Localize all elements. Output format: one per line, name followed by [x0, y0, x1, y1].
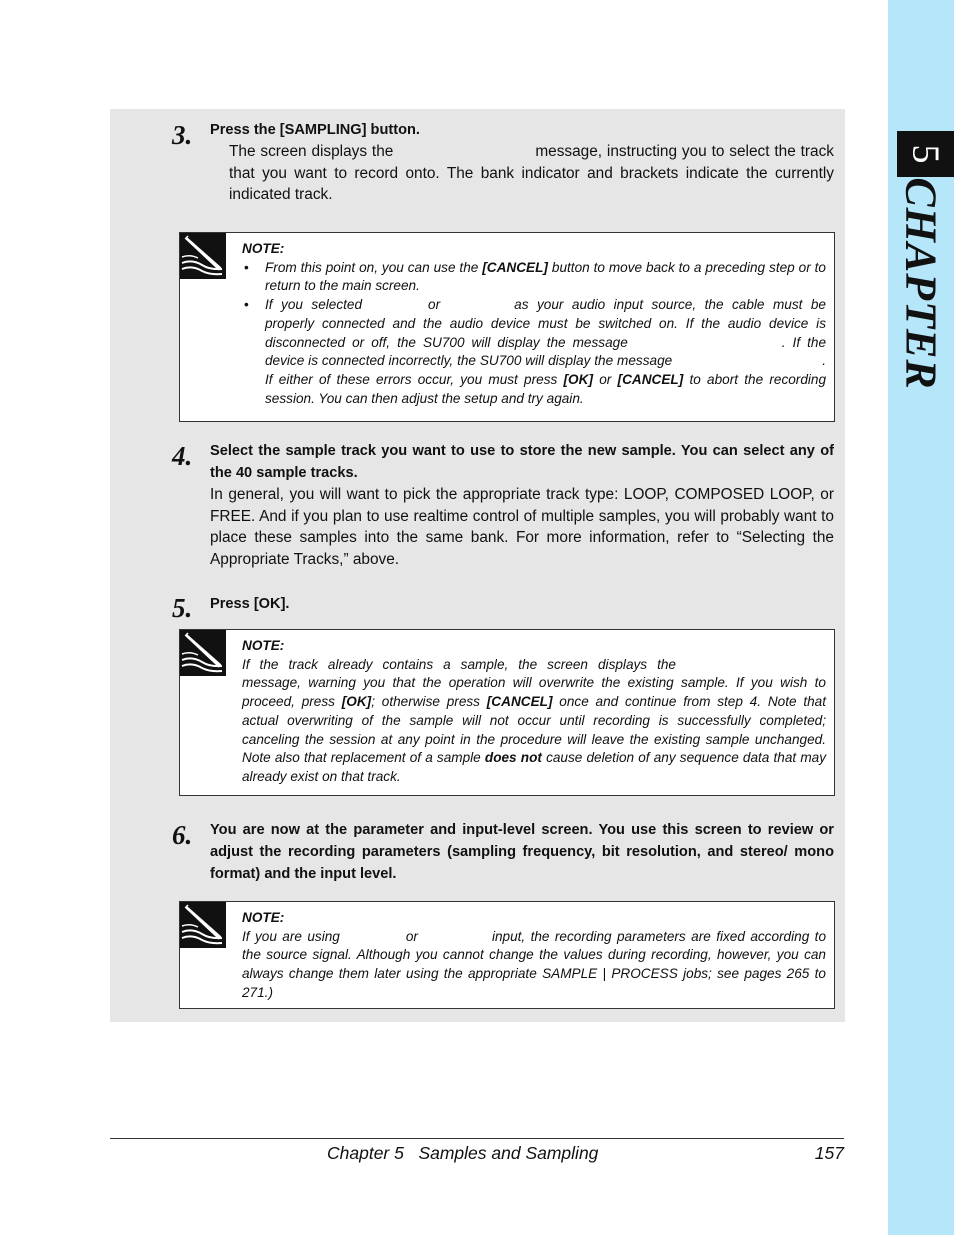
step-5-note	[179, 629, 835, 796]
step-4-body: In general, you will want to pick the appropriate track type: LOOP, COMPOSED LOOP, or FREE. And if you plan to use realtime control of multiple samples, you will probably want to place these samples into the same bank. For more information, refer to “Selecting the Appropriate Tracks,” above.	[210, 486, 834, 568]
note-label: NOTE:	[242, 910, 285, 925]
step-5-note-text: NOTE: If the track already contains a sample, the screen displays the message, warning you that the operation will overwrite the existing sample. If you wish to proceed, press [OK]; otherwise press [CANCEL] once and continue from step 4. Note that actual overwriting of the sample will not occur until recording is successfully completed; canceling the session at any point in the procedure will leave the existing sample unchanged. Note also that replacement of a sample does not cause deletion of any sequence data that may already exist on that track.	[242, 638, 827, 784]
step-4-number: 4.	[172, 441, 193, 471]
note-pencil-icon	[180, 902, 226, 948]
page-number: 157	[814, 1143, 844, 1163]
note-label: NOTE:	[242, 241, 285, 256]
step-3-body: The screen displays the message, instructing you to select the track that you want to record onto. The bank indicator and brackets indicate the currently indicated track.	[229, 143, 834, 203]
chapter-word: CHAPTER	[896, 176, 946, 390]
step-3-number: 3.	[172, 120, 193, 150]
step-3-note	[179, 232, 835, 422]
step-5-title: Press [OK].	[210, 596, 290, 612]
footer-rule	[110, 1138, 844, 1139]
note-bullet-item: • From this point on, you can use the [CANCEL] button to move back to a preceding step or to return to the main screen.	[244, 259, 826, 294]
step-6-note	[179, 901, 835, 1009]
footer-chapter-title: Chapter 5 Samples and Sampling	[327, 1143, 599, 1163]
step-4-title: Select the sample track you want to use to store the new sample. You can select any of the 40 sample tracks.	[210, 443, 834, 481]
chapter-number-tab	[897, 131, 954, 177]
step-6-number: 6.	[172, 820, 193, 850]
step-3-title: Press the [SAMPLING] button.	[210, 122, 420, 138]
step-6-note-text: NOTE: If you are using or input, the recording parameters are fixed according to the source signal. Although you cannot change the values during recording, however, you can always change them later using the appropriate SAMPLE | PROCESS jobs; see pages 265 to 271.)	[242, 910, 826, 1000]
note-pencil-icon	[180, 630, 226, 676]
note-bullet-item: • If you selected or as your audio input source, the cable must be properly connected and the audio device must be switched on. If the audio device is disconnected or off, the SU700 will display the message . If the device is connected incorrectly, the SU700 will display the message . If either of these errors occur, you must press [OK] or [CANCEL] to abort the recording session. You can then adjust the setup and try again.	[244, 297, 827, 406]
step-5-number: 5.	[172, 593, 193, 623]
step-3-note-text	[242, 240, 826, 408]
chapter-number: 5	[904, 144, 947, 164]
note-pencil-icon	[180, 233, 226, 279]
note-label: NOTE:	[242, 638, 285, 653]
chapter-label	[887, 176, 954, 390]
step-6-title: You are now at the parameter and input-level screen. You use this screen to review or adjust the recording parameters (sampling frequency, bit resolution, and stereo/ mono format) and the input level.	[210, 822, 834, 882]
